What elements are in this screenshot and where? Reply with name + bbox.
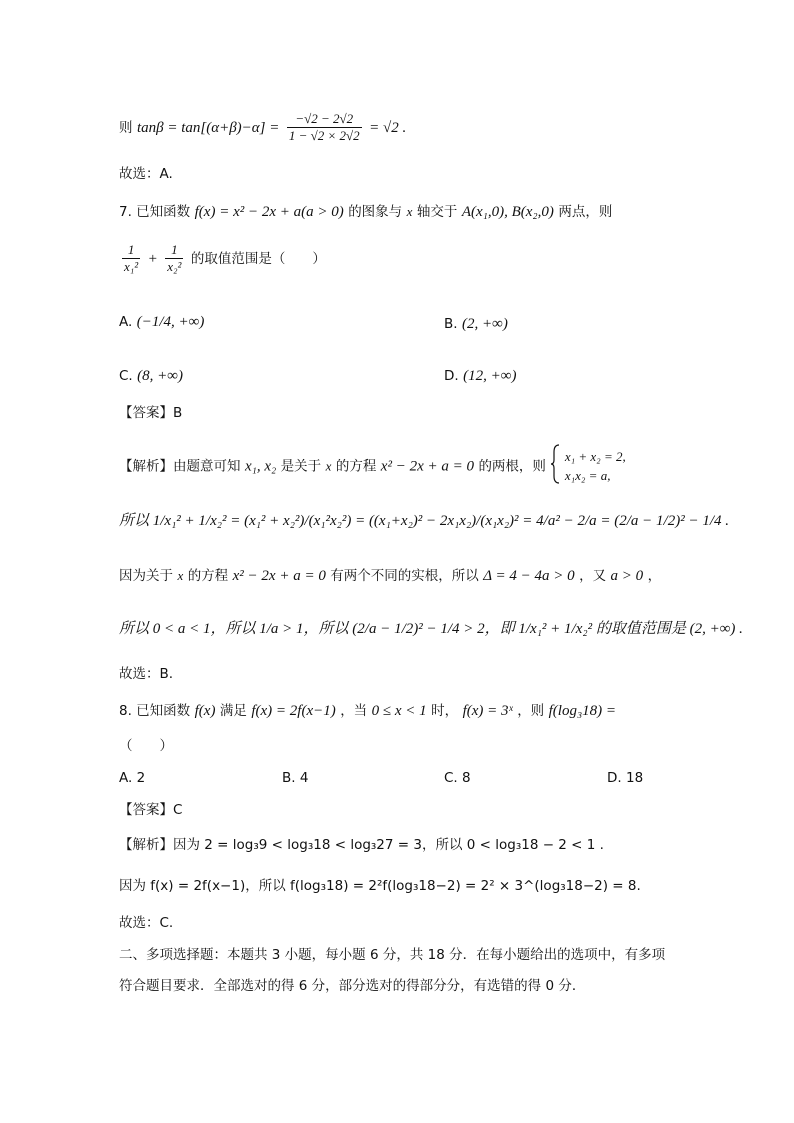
- solution-line-6: [119, 878, 734, 895]
- formula: tanβ = tan[(α+β)−α] =: [136, 119, 280, 136]
- answer-line: 【答案】B: [119, 405, 183, 421]
- fraction: [165, 242, 183, 276]
- option-label: D.: [444, 368, 459, 384]
- text: ，又: [579, 568, 607, 584]
- option-b: B. 4: [282, 770, 309, 786]
- text: ，则: [517, 703, 545, 719]
- text: 是关于: [280, 458, 322, 475]
- brace-icon: [550, 444, 560, 489]
- fraction: [122, 242, 140, 276]
- text: 轴交于: [416, 204, 458, 220]
- formula: A(x₁,0), B(x₂,0): [461, 204, 554, 220]
- text: 的方程: [335, 458, 377, 475]
- formula: x² − 2x + a = 0: [380, 458, 474, 475]
- text: 满足: [219, 703, 247, 719]
- option-value: (−1/4, +∞): [136, 314, 205, 330]
- text: 7. 已知函数: [119, 204, 191, 220]
- numerator: 1: [122, 242, 140, 259]
- text: ，当: [340, 703, 368, 719]
- text: 则: [119, 119, 133, 136]
- text: 因为 f(x) = 2f(x−1)，所以 f(log₃18) = 2²f(log₃18−2) = 2² × 3^(log₃18−2) = 8.: [119, 878, 641, 894]
- denominator: x₂²: [167, 259, 182, 275]
- tan-beta-line: [119, 111, 734, 145]
- denominator: x₁²: [124, 259, 139, 275]
- text: 【解析】由题意可知: [119, 458, 241, 475]
- question-7-line: [119, 203, 734, 221]
- option-value: (8, +∞): [137, 368, 183, 384]
- solution-line-3: [119, 567, 734, 585]
- section-2-instructions-2: 符合题目要求．全部选对的得 6 分，部分选对的得部分分，有选错的得 0 分．: [119, 978, 586, 994]
- formula: f(x) = 3ˣ: [462, 703, 513, 719]
- formula: f(log₃18) =: [548, 703, 617, 719]
- question-7-line-2: [119, 242, 734, 276]
- question-8-line: [119, 702, 734, 720]
- text: 有两个不同的实根，所以: [330, 568, 479, 584]
- plus-sign: +: [147, 250, 158, 267]
- section-2-instructions-1: 二、多项选择题：本题共 3 小题，每小题 6 分，共 18 分．在每小题给出的选项中，有多项: [119, 947, 666, 963]
- option-a: [119, 314, 204, 331]
- formula: x: [406, 204, 413, 219]
- choice-line-a: 故选：A.: [119, 166, 173, 182]
- formula: f(x) = x² − 2x + a(a > 0): [194, 204, 344, 220]
- choice-line-b: 故选：B.: [119, 666, 174, 682]
- numerator: 1: [165, 242, 183, 259]
- choice-line-c: 故选：C.: [119, 915, 174, 931]
- formula: Δ = 4 − 4a > 0: [483, 568, 575, 584]
- equation: x₁x₂ = a,: [564, 468, 611, 484]
- formula: f(x) = 2f(x−1): [251, 703, 336, 719]
- option-c: C. 8: [444, 770, 471, 786]
- text: 时，: [431, 703, 459, 719]
- option-d: [444, 368, 516, 385]
- text: 的两根，则: [478, 458, 546, 475]
- denominator: 1 − √2 × 2√2: [288, 128, 360, 144]
- text: 两点，则: [558, 204, 613, 220]
- solution-line-2: 所以 1/x₁² + 1/x₂² = (x₁² + x₂²)/(x₁²x₂²) = ((x₁+x₂)² − 2x₁x₂)/(x₁x₂)² = 4/a² − 2/a = (2/a − 1/2)² − 1/4 .: [119, 513, 729, 529]
- formula: x: [177, 568, 184, 583]
- formula: x₁, x₂: [244, 458, 277, 475]
- option-c: [119, 368, 183, 385]
- option-label: B.: [444, 316, 458, 332]
- question-8-paren: （ ）: [119, 738, 173, 754]
- solution-line-5: [119, 837, 734, 854]
- solution-line-4: 所以 0 < a < 1，所以 1/a > 1，所以 (2/a − 1/2)² − 1/4 > 2，即 1/x₁² + 1/x₂² 的取值范围是 (2, +∞) .: [119, 621, 743, 637]
- option-value: (2, +∞): [462, 316, 508, 332]
- text: 因为关于: [119, 568, 173, 584]
- formula: = √2 .: [369, 119, 407, 136]
- equation: x₁ + x₂ = 2,: [564, 448, 626, 464]
- text: ，: [647, 568, 662, 584]
- option-d: D. 18: [607, 770, 644, 786]
- formula: 0 ≤ x < 1: [371, 703, 427, 719]
- option-a: A. 2: [119, 770, 146, 786]
- solution-line-1: [119, 444, 734, 489]
- option-label: C.: [119, 368, 133, 384]
- text: 的方程: [187, 568, 229, 584]
- answer-line: 【答案】C: [119, 802, 183, 818]
- text: 8. 已知函数: [119, 703, 191, 719]
- fraction: [287, 111, 362, 145]
- text: 的取值范围是（ ）: [190, 250, 326, 267]
- formula: a > 0: [610, 568, 644, 584]
- formula: x² − 2x + a = 0: [232, 568, 326, 584]
- equation-system: [565, 447, 626, 486]
- option-label: A.: [119, 314, 133, 330]
- text: 【解析】因为 2 = log₃9 < log₃18 < log₃27 = 3，所以 0 < log₃18 − 2 < 1 .: [119, 837, 604, 853]
- formula: x: [325, 458, 332, 474]
- text: 的图象与: [348, 204, 403, 220]
- numerator: −√2 − 2√2: [287, 111, 362, 128]
- formula: f(x): [194, 703, 216, 719]
- option-value: (12, +∞): [463, 368, 517, 384]
- option-b: [444, 316, 508, 333]
